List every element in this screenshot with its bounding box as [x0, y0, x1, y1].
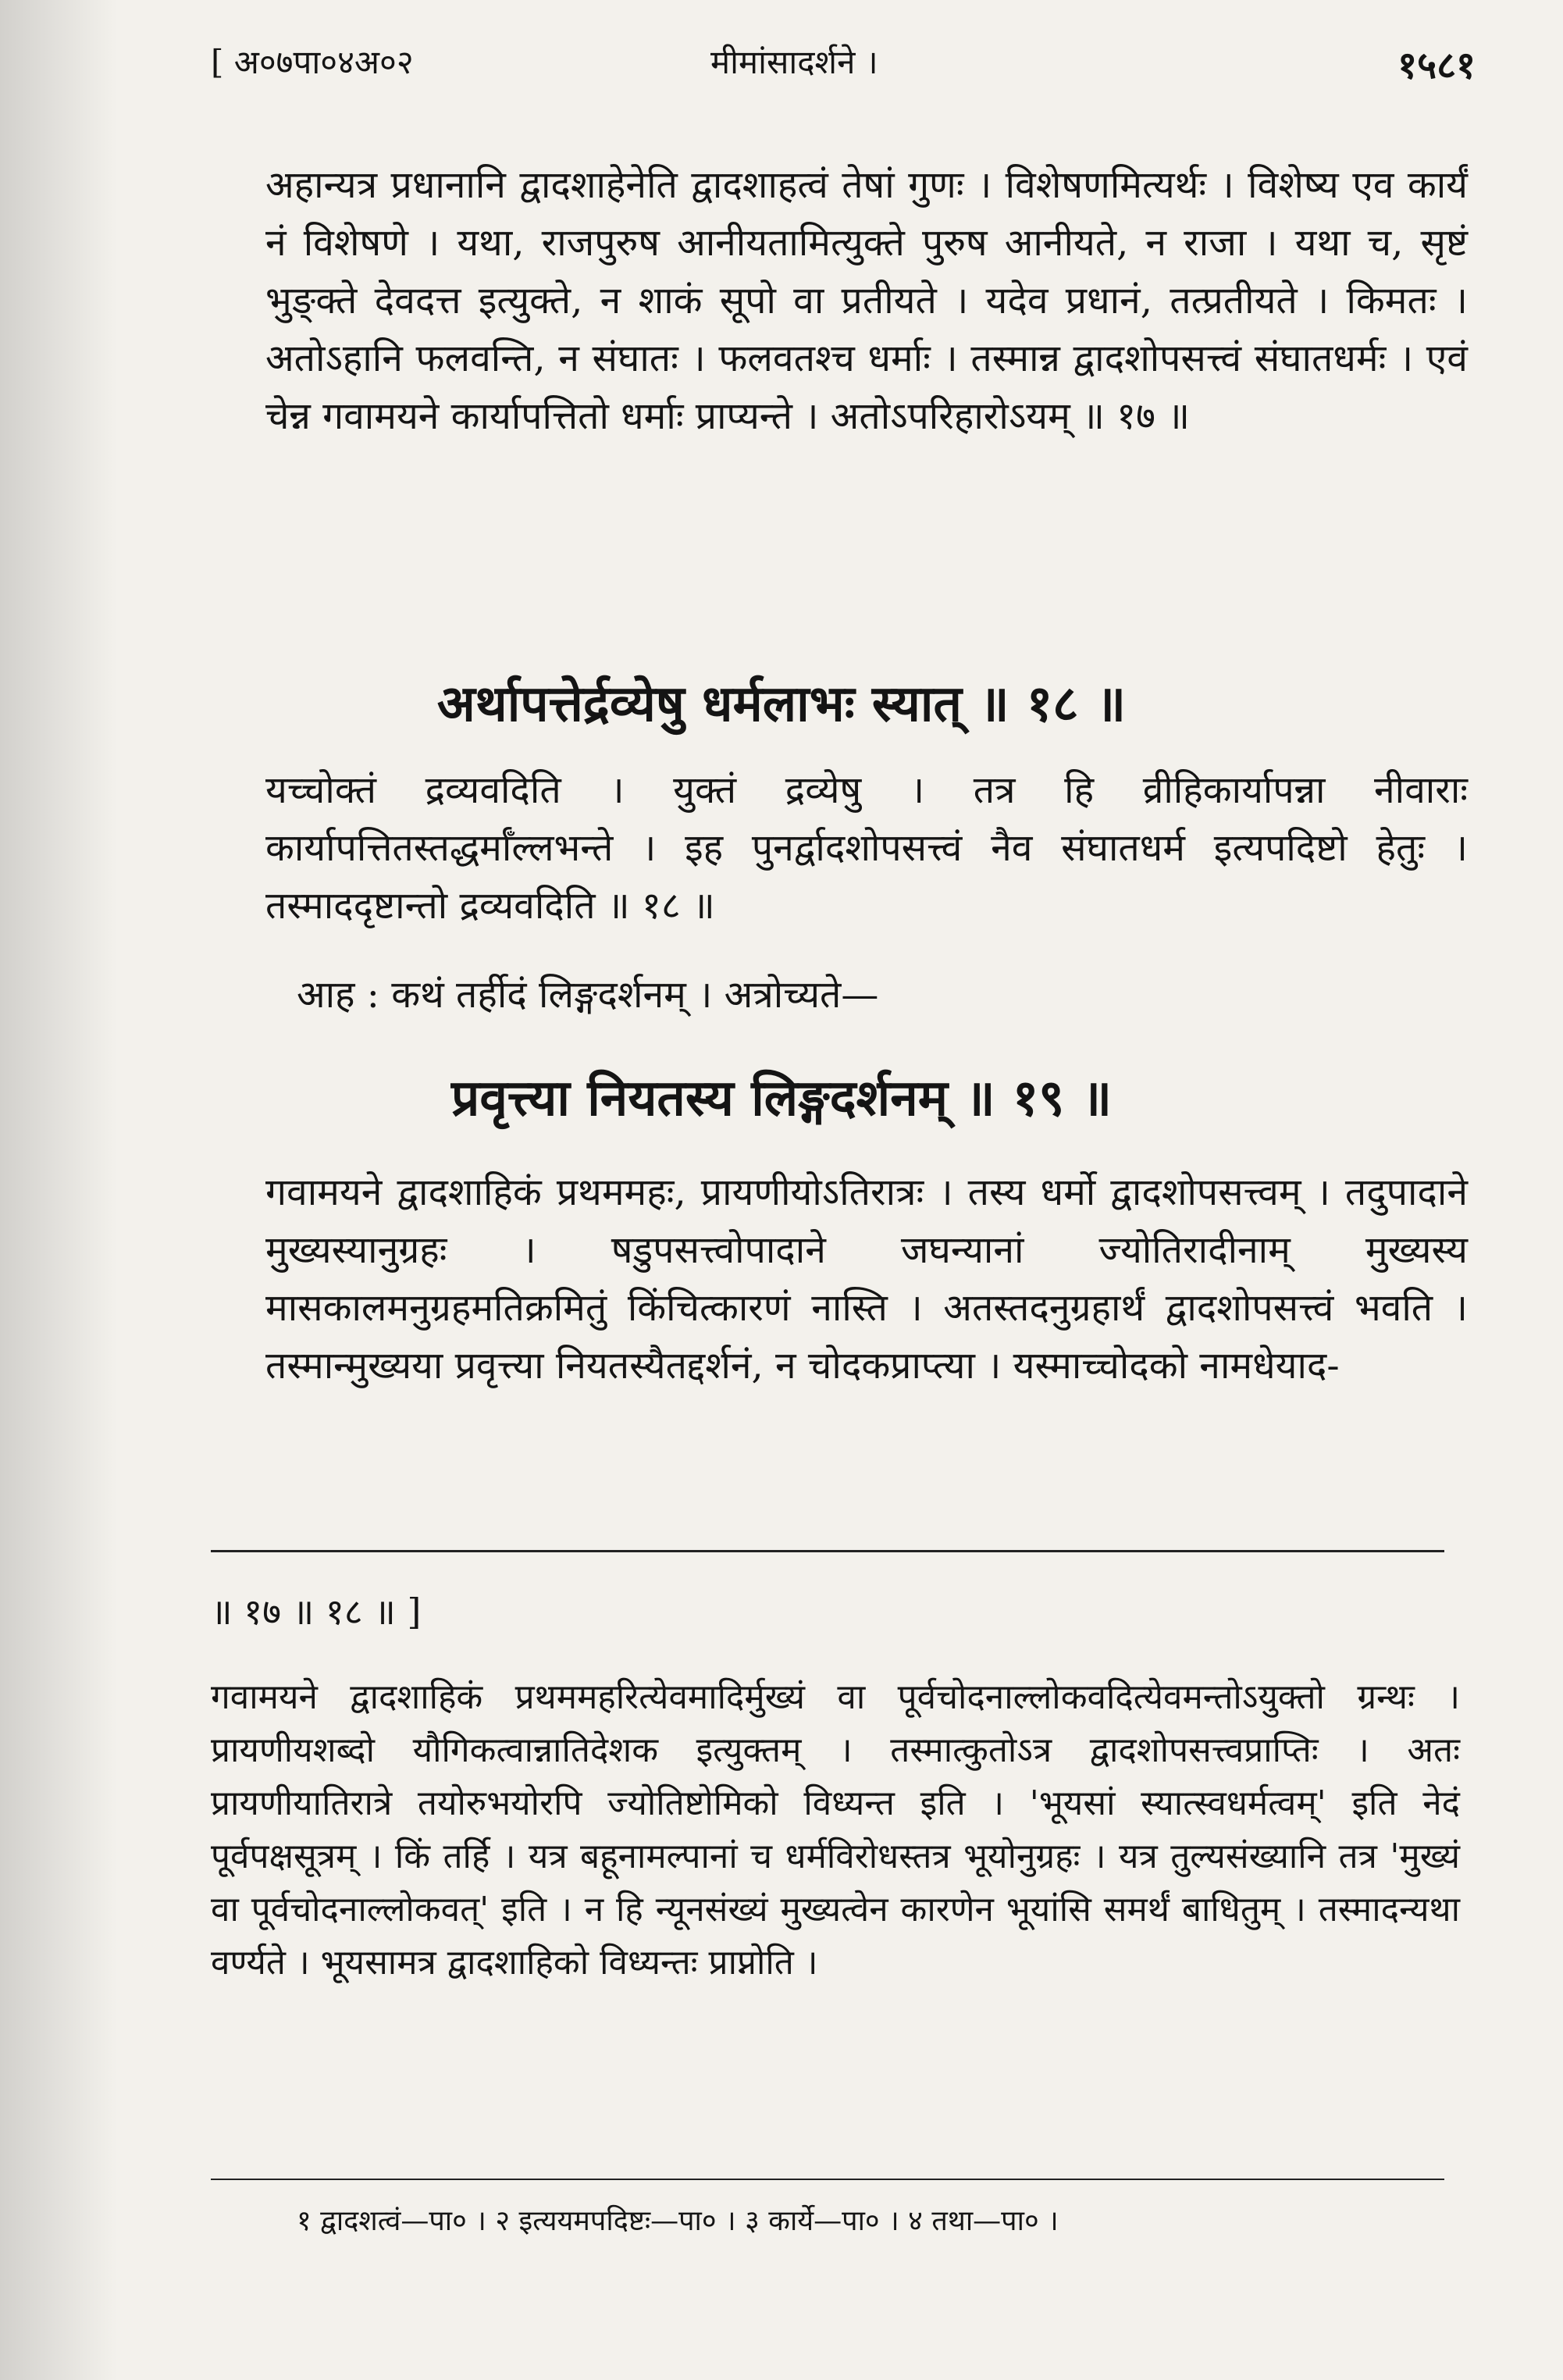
binding-edge-shadow: [0, 0, 117, 2380]
page-header: [211, 39, 1476, 102]
footnote-divider: [211, 2179, 1444, 2180]
commentary-reference: ॥ १७ ॥ १८ ॥ ]: [211, 1591, 422, 1633]
commentary-divider: [211, 1550, 1444, 1552]
header-title: मीमांसादर्शने ।: [710, 43, 878, 81]
commentary-text: गवामयने द्वादशाहिकं प्रथममहरित्येवमादिर्मुख्यं वा पूर्वचोदनाल्लोकवदित्येवमन्तोऽयुक्तो ग्रन्थः । प्रायणीयशब्दो यौगिकत्वान्नातिदेशक इत्युक्तम् । तस्मात्कुतोऽत्र द्वादशोपसत्त्वप्राप्तिः । अतः प्रायणीयातिरात्रे तयोरुभयोरपि ज्योतिष्टोमिको विध्यन्त इति । 'भूयसां स्यात्स्वधर्मत्वम्' इति नेदं पूर्वपक्षसूत्रम् । किं तर्हि । यत्र बहूनामल्पानां च धर्मविरोधस्तत्र भूयोनुग्रहः । यत्र तुल्यसंख्यानि तत्र 'मुख्यं वा पूर्वचोदनाल्लोकवत्' इति । न हि न्यूनसंख्यं मुख्यत्वेन कारणेन भूयांसि समर्थं बाधितुम् । तस्मादन्यथा वर्ण्यते । भूयसामत्र द्वादशाहिको विध्यन्तः प्राप्नोति ।: [211, 1677, 1460, 1983]
footnotes: १ द्वादशत्वं—पा० । २ इत्ययमपदिष्टः—पा० । ३ कार्ये—पा० । ४ तथा—पा० ।: [297, 2205, 1059, 2237]
header-reference: [ अ०७पा०४अ०२: [211, 43, 414, 81]
sutra-19-heading: प्रवृत्त्या नियतस्य लिङ्गदर्शनम् ॥ १९ ॥: [450, 1069, 1113, 1128]
main-paragraph-1: अहान्यत्र प्रधानानि द्वादशाहेनेति द्वादशाहत्वं तेषां गुणः । विशेषणमित्यर्थः । विशेष्य एव कार्यं नं विशेषणे । यथा, राजपुरुष आनीयतामित्युक्ते पुरुष आनीयते, न राजा । यथा च, सृष्टं भुङ्क्ते देवदत्त इत्युक्ते, न शाकं सूपो वा प्रतीयते । यदेव प्रधानं, तत्प्रतीयते । किमतः । अतोऽहानि फलवन्ति, न संघातः । फलवतश्च धर्माः । तस्मान्न द्वादशोपसत्त्वं संघातधर्मः । एवं चेन्न गवामयने कार्यापत्तितो धर्माः प्राप्यन्ते । अतोऽपरिहारोऽयम् ॥ १७ ॥: [265, 163, 1468, 438]
main-paragraph-2: यच्चोक्तं द्रव्यवदिति । युक्तं द्रव्येषु । तत्र हि व्रीहिकार्यापन्ना नीवाराः कार्यापत्तितस्तद्धर्माँल्लभन्ते । इह पुनर्द्वादशोपसत्त्वं नैव संघातधर्म इत्यपदिष्टो हेतुः । तस्माददृष्टान्तो द्रव्यवदिति ॥ १८ ॥: [265, 768, 1468, 928]
aaha-line: आह : कथं तर्हीदं लिङ्गदर्शनम् । अत्रोच्यते—: [297, 973, 879, 1017]
main-paragraph-3: गवामयने द्वादशाहिकं प्रथममहः, प्रायणीयोऽतिरात्रः । तस्य धर्मो द्वादशोपसत्त्वम् । तदुपादाने मुख्यस्यानुग्रहः । षडुपसत्त्वोपादाने जघन्यानां ज्योतिरादीनाम् मुख्यस्य मासकालमनुग्रहमतिक्रमितुं किंचित्कारणं नास्ति । अतस्तदनुग्रहार्थं द्वादशोपसत्त्वं भवति । तस्मान्मुख्यया प्रवृत्त्या नियतस्यैतद्दर्शनं, न चोदकप्राप्त्या । यस्माच्चोदको नामधेयाद-: [265, 1170, 1468, 1388]
sutra-18-heading: अर्थापत्तेर्द्रव्येषु धर्मलाभः स्यात् ॥ १८ ॥: [436, 675, 1127, 733]
page-number: १५८१: [1397, 44, 1476, 87]
